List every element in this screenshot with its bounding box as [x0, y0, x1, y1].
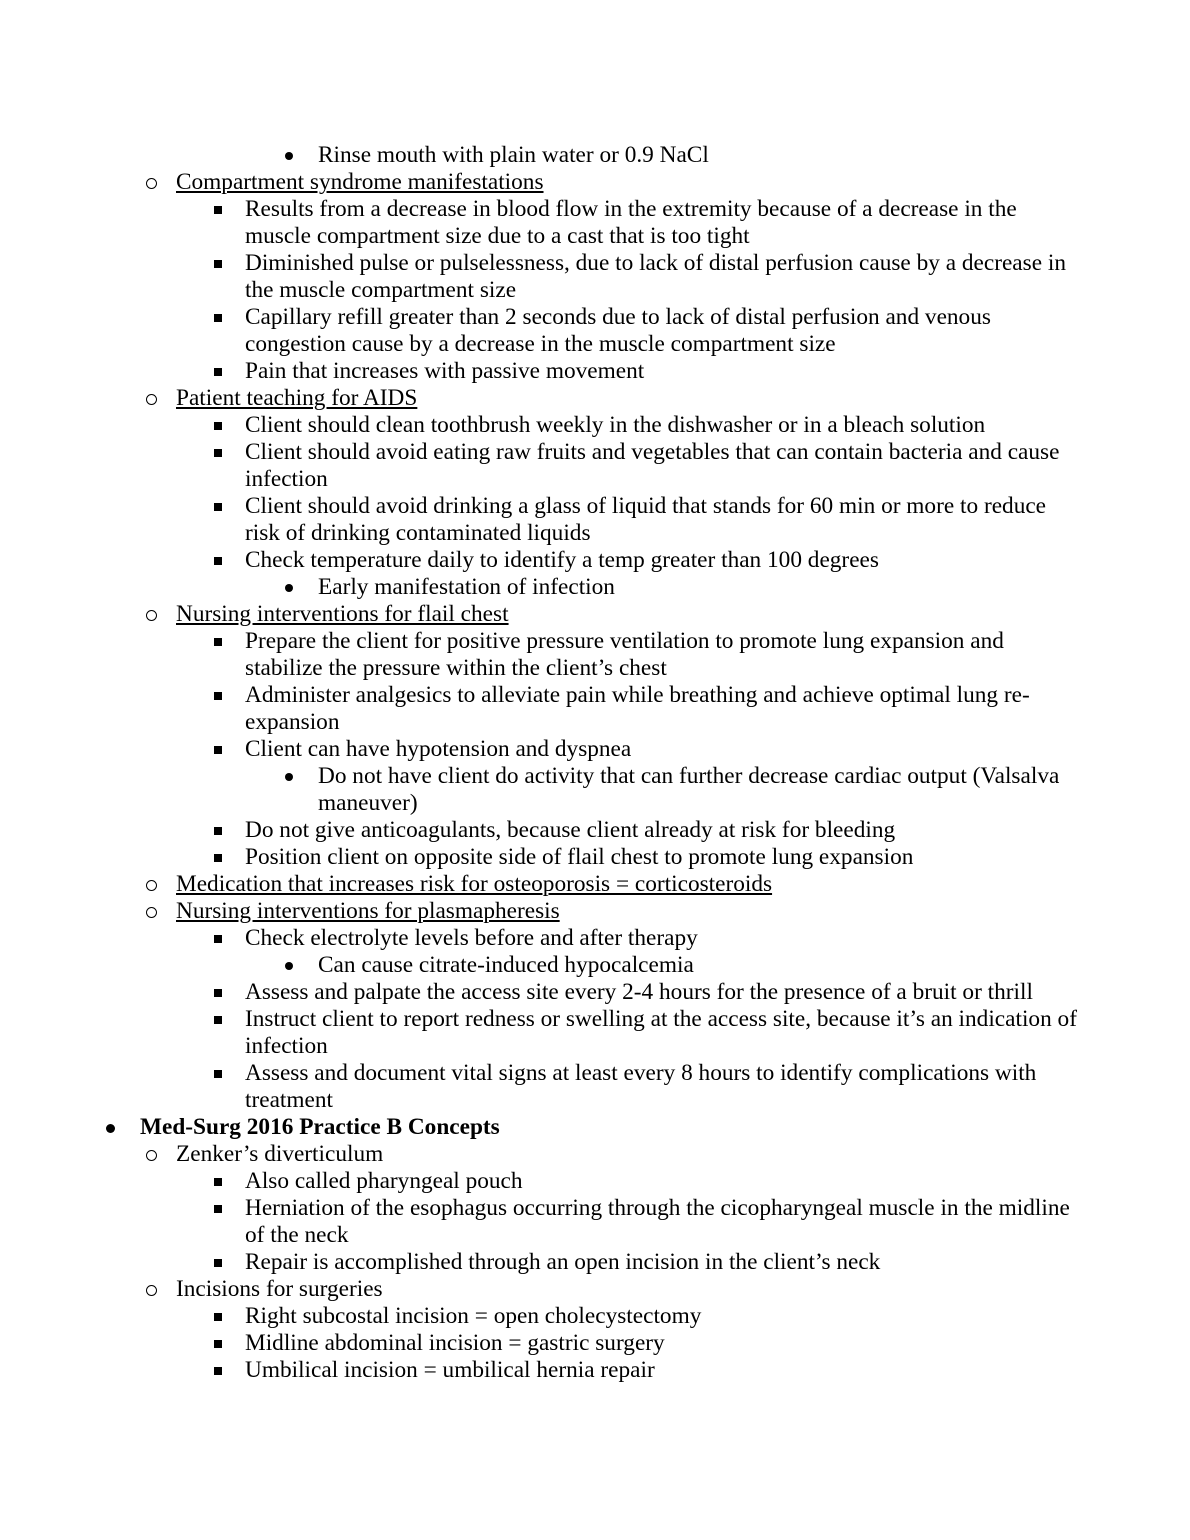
square-bullet-icon [214, 854, 222, 862]
list-item-text: Instruct client to report redness or swelling at the access site, because it’s an indication of infection [245, 1006, 1077, 1059]
square-bullet-icon [214, 935, 222, 943]
square-bullet-icon [214, 557, 222, 565]
square-bullet-icon [214, 1205, 222, 1213]
square-bullet-icon [214, 1178, 222, 1186]
list-item [0, 1195, 1085, 1249]
list-item [0, 925, 1085, 952]
list-item-text: Med-Surg 2016 Practice B Concepts [140, 1114, 500, 1140]
list-item-text: Position client on opposite side of flail chest to promote lung expansion [245, 844, 914, 870]
list-item [0, 1006, 1085, 1060]
bullet-icon [285, 584, 293, 592]
list-item [0, 547, 1085, 574]
list-item [0, 628, 1085, 682]
list-item-text: Incisions for surgeries [176, 1276, 383, 1302]
list-item-text: Client should clean toothbrush weekly in the dishwasher or in a bleach solution [245, 412, 986, 438]
square-bullet-icon [214, 1367, 222, 1375]
list-item-text: Nursing interventions for plasmapheresis [176, 898, 560, 924]
list-item [0, 1330, 1085, 1357]
circle-bullet-icon [146, 394, 157, 405]
list-item-text: Zenker’s diverticulum [176, 1141, 384, 1167]
list-item-text: Assess and palpate the access site every 2-4 hours for the presence of a bruit or thrill [245, 979, 1033, 1005]
list-item [0, 385, 1085, 412]
list-item [0, 979, 1085, 1006]
bullet-icon [285, 152, 293, 160]
list-item [0, 1357, 1085, 1384]
list-item-text: Prepare the client for positive pressure ventilation to promote lung expansion and stabilize the pressure within the client’s chest [245, 628, 1004, 681]
square-bullet-icon [214, 692, 222, 700]
list-item-text: Compartment syndrome manifestations [176, 169, 544, 195]
list-item-text: Patient teaching for AIDS [176, 385, 418, 411]
list-item [0, 439, 1085, 493]
list-item-text: Midline abdominal incision = gastric surgery [245, 1330, 665, 1356]
square-bullet-icon [214, 1016, 222, 1024]
list-item-text: Repair is accomplished through an open incision in the client’s neck [245, 1249, 881, 1275]
list-item-text: Check temperature daily to identify a temp greater than 100 degrees [245, 547, 879, 573]
list-item [0, 1168, 1085, 1195]
list-item-text: Administer analgesics to alleviate pain while breathing and achieve optimal lung re-expansion [245, 682, 1030, 735]
list-item-text: Client should avoid drinking a glass of liquid that stands for 60 min or more to reduce risk of drinking contaminated liquids [245, 493, 1047, 546]
square-bullet-icon [214, 503, 222, 511]
list-item [0, 952, 1085, 979]
list-item [0, 1141, 1085, 1168]
list-item [0, 871, 1085, 898]
list-item-text: Client can have hypotension and dyspnea [245, 736, 632, 762]
list-item [0, 817, 1085, 844]
list-item-text: Rinse mouth with plain water or 0.9 NaCl [318, 142, 709, 168]
square-bullet-icon [214, 314, 222, 322]
list-item-text: Diminished pulse or pulselessness, due to lack of distal perfusion cause by a decrease in the muscle compartment size [245, 250, 1066, 303]
circle-bullet-icon [146, 1285, 157, 1296]
list-item-text: Capillary refill greater than 2 seconds due to lack of distal perfusion and venous congestion cause by a decrease in the muscle compartment size [245, 304, 991, 357]
list-item [0, 169, 1085, 196]
list-item-text: Medication that increases risk for osteoporosis = corticosteroids [176, 871, 773, 897]
list-item-text: Pain that increases with passive movement [245, 358, 645, 384]
list-item-text: Umbilical incision = umbilical hernia repair [245, 1357, 655, 1383]
list-item [0, 304, 1085, 358]
square-bullet-icon [214, 206, 222, 214]
square-bullet-icon [214, 1259, 222, 1267]
list-item-text: Right subcostal incision = open cholecystectomy [245, 1303, 702, 1329]
list-item-text: Herniation of the esophagus occurring through the cicopharyngeal muscle in the midline of the neck [245, 1195, 1070, 1248]
square-bullet-icon [214, 449, 222, 457]
list-item [0, 1249, 1085, 1276]
square-bullet-icon [214, 260, 222, 268]
list-item [0, 1060, 1085, 1114]
list-item-text: Early manifestation of infection [318, 574, 615, 600]
bullet-icon [285, 962, 293, 970]
square-bullet-icon [214, 746, 222, 754]
list-item-text: Do not give anticoagulants, because client already at risk for bleeding [245, 817, 896, 843]
circle-bullet-icon [146, 1150, 157, 1161]
list-item [0, 601, 1085, 628]
square-bullet-icon [214, 422, 222, 430]
list-item [0, 736, 1085, 763]
list-item [0, 250, 1085, 304]
list-item [0, 682, 1085, 736]
list-item [0, 493, 1085, 547]
list-item [0, 142, 1085, 169]
list-item-text: Can cause citrate-induced hypocalcemia [318, 952, 694, 978]
list-item [0, 574, 1085, 601]
list-item-text: Do not have client do activity that can further decrease cardiac output (Valsalva maneuver) [318, 763, 1060, 816]
square-bullet-icon [214, 989, 222, 997]
bullet-icon [285, 773, 293, 781]
list-item-text: Assess and document vital signs at least every 8 hours to identify complications with treatment [245, 1060, 1037, 1113]
list-item-heading [0, 1114, 1085, 1141]
bullet-icon [106, 1124, 115, 1133]
outline-list [0, 142, 1085, 1384]
list-item-text: Client should avoid eating raw fruits and vegetables that can contain bacteria and cause infection [245, 439, 1060, 492]
circle-bullet-icon [146, 610, 157, 621]
square-bullet-icon [214, 638, 222, 646]
list-item [0, 763, 1085, 817]
list-item-text: Also called pharyngeal pouch [245, 1168, 523, 1194]
square-bullet-icon [214, 1340, 222, 1348]
list-item-text: Results from a decrease in blood flow in the extremity because of a decrease in the muscle compartment size due to a cast that is too tight [245, 196, 1017, 249]
list-item [0, 196, 1085, 250]
square-bullet-icon [214, 368, 222, 376]
circle-bullet-icon [146, 178, 157, 189]
circle-bullet-icon [146, 880, 157, 891]
list-item [0, 1303, 1085, 1330]
square-bullet-icon [214, 827, 222, 835]
list-item [0, 844, 1085, 871]
list-item-text: Nursing interventions for flail chest [176, 601, 509, 627]
circle-bullet-icon [146, 907, 157, 918]
list-item [0, 412, 1085, 439]
list-item [0, 1276, 1085, 1303]
list-item [0, 898, 1085, 925]
square-bullet-icon [214, 1313, 222, 1321]
list-item [0, 358, 1085, 385]
list-item-text: Check electrolyte levels before and after therapy [245, 925, 698, 951]
square-bullet-icon [214, 1070, 222, 1078]
